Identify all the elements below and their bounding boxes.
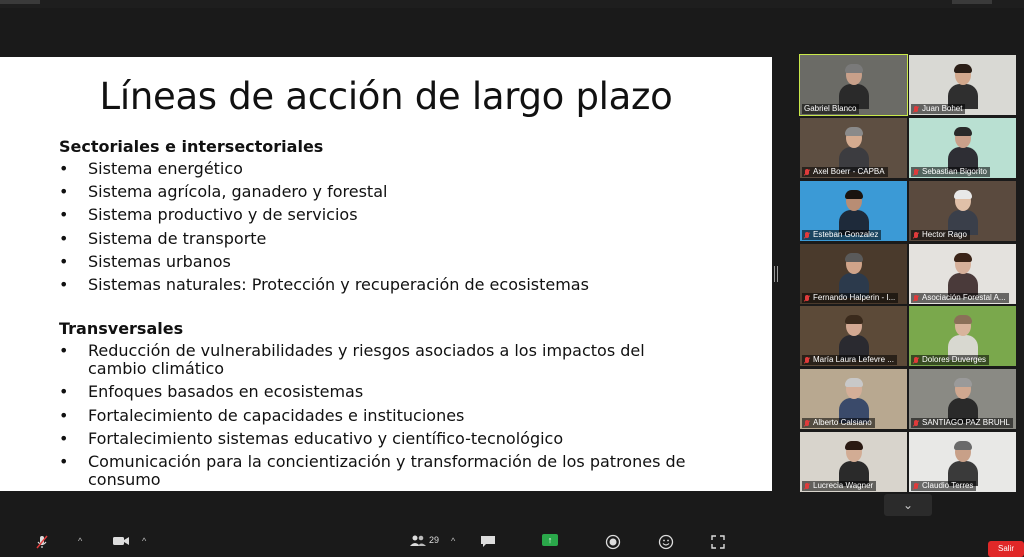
participant-avatar — [839, 254, 869, 298]
mic-muted-icon — [913, 483, 919, 490]
participant-avatar — [839, 379, 869, 423]
participant-name-label — [802, 230, 881, 240]
participant-name: Lucrecia Wagner — [813, 481, 874, 490]
participants-icon — [410, 534, 426, 548]
meeting-toolbar — [0, 526, 1024, 557]
mic-muted-icon — [913, 357, 919, 364]
mic-muted-icon — [804, 295, 810, 302]
participant-tile[interactable] — [800, 244, 907, 304]
participant-avatar — [948, 316, 978, 360]
record-icon — [605, 534, 621, 550]
participant-name-label — [802, 167, 888, 177]
participant-name: SANTIAGO PAZ BRUHL — [922, 418, 1010, 427]
participant-tile[interactable] — [800, 118, 907, 178]
participant-tile[interactable] — [800, 432, 907, 492]
participant-name-label — [802, 418, 875, 428]
list-item: • Reducción de vulnerabilidades y riesgos asociados a los impactos del cambio climático — [59, 342, 699, 378]
chevron-down-icon: ⌄ — [902, 498, 914, 512]
participant-avatar — [948, 379, 978, 423]
participant-name-label — [911, 481, 976, 491]
apps-button[interactable] — [710, 534, 726, 554]
participant-tile[interactable] — [909, 369, 1016, 429]
participant-name-label — [802, 104, 859, 114]
participant-name-label — [802, 293, 898, 303]
participant-name-label — [911, 230, 970, 240]
participant-avatar — [839, 316, 869, 360]
participant-avatar — [839, 191, 869, 235]
participant-tile[interactable] — [800, 181, 907, 241]
video-options-caret[interactable]: ^ — [142, 536, 147, 546]
participant-avatar — [839, 65, 869, 109]
list-item: • Sistemas naturales: Protección y recuperación de ecosistemas — [59, 276, 759, 294]
section-heading: Transversales — [59, 319, 184, 339]
shared-screen-slide — [0, 57, 772, 491]
participant-name: Asociación Forestal A... — [922, 293, 1006, 302]
video-icon — [112, 534, 130, 548]
mic-muted-icon — [804, 169, 810, 176]
mic-muted-icon — [804, 232, 810, 239]
mic-muted-icon — [913, 232, 919, 239]
chat-icon — [480, 534, 496, 548]
video-button[interactable] — [112, 534, 130, 554]
participant-avatar — [948, 128, 978, 172]
participant-tile[interactable] — [800, 369, 907, 429]
participant-name-label — [911, 293, 1009, 303]
mic-muted-icon — [913, 295, 919, 302]
top-right-handle — [952, 0, 992, 4]
list-item: • Comunicación para la concientización y transformación de los patrones de consumo — [59, 453, 759, 489]
chat-button[interactable] — [480, 534, 496, 554]
participant-name-label — [911, 167, 990, 177]
participant-name: María Laura Lefevre ... — [813, 355, 894, 364]
participant-name-label — [911, 355, 989, 365]
participant-name-label — [911, 418, 1013, 428]
section-gap — [59, 299, 759, 319]
participant-name: Dolores Duverges — [922, 355, 987, 364]
participant-name: Sebastian Bigorito — [922, 167, 987, 176]
participant-avatar — [839, 442, 869, 486]
top-bar — [0, 0, 1024, 8]
participant-name: Axel Boerr - CAPBA — [813, 167, 885, 176]
list-item: • Fortalecimiento sistemas educativo y científico-tecnológico — [59, 430, 759, 448]
top-left-handle — [0, 0, 40, 4]
participant-name: Claudio Terres — [922, 481, 974, 490]
reactions-button[interactable] — [658, 534, 674, 554]
mic-muted-icon — [913, 420, 919, 427]
participants-button[interactable] — [410, 534, 426, 554]
slide-title: Líneas de acción de largo plazo — [99, 75, 673, 118]
list-item: • Sistema agrícola, ganadero y forestal — [59, 183, 759, 201]
participant-tile[interactable] — [909, 55, 1016, 115]
participant-name: Alberto Calsiano — [813, 418, 872, 427]
section-sectoriales — [59, 137, 759, 294]
mic-muted-icon — [34, 534, 50, 550]
mute-options-caret[interactable]: ^ — [78, 536, 83, 546]
section-heading: Sectoriales e intersectoriales — [59, 137, 324, 156]
list-item: • Fortalecimiento de capacidades e instituciones — [59, 407, 759, 425]
participant-avatar — [948, 191, 978, 235]
mic-muted-icon — [804, 357, 810, 364]
participant-tile[interactable] — [909, 181, 1016, 241]
participant-avatar — [948, 442, 978, 486]
list-item: • Sistemas urbanos — [59, 253, 759, 271]
split-resize-handle[interactable] — [774, 266, 778, 282]
bullet-list — [59, 160, 759, 294]
leave-meeting-button[interactable]: Salir — [988, 541, 1024, 557]
mic-muted-icon — [804, 420, 810, 427]
participant-tile[interactable] — [800, 306, 907, 366]
participant-name: Gabriel Blanco — [804, 104, 857, 113]
record-button[interactable] — [605, 534, 621, 554]
participant-name-label — [802, 355, 897, 365]
gallery-next-button[interactable] — [884, 494, 932, 516]
participant-name: Fernando Halperin - I... — [813, 293, 896, 302]
list-item: • Sistema productivo y de servicios — [59, 206, 759, 224]
mic-muted-icon — [804, 483, 810, 490]
participant-name-label — [911, 104, 965, 114]
participant-tile[interactable] — [909, 118, 1016, 178]
participants-options-caret[interactable]: ^ — [451, 536, 456, 546]
participant-tile[interactable] — [909, 306, 1016, 366]
participant-avatar — [839, 128, 869, 172]
share-screen-button[interactable] — [542, 534, 558, 554]
participants-count: 29 — [429, 535, 440, 545]
participant-name: Juan Bohet — [922, 104, 963, 113]
participant-name-label — [802, 481, 876, 491]
reactions-icon — [658, 534, 674, 550]
participant-tile[interactable] — [909, 244, 1016, 304]
mic-muted-icon — [913, 169, 919, 176]
apps-icon — [710, 534, 726, 550]
participant-avatar — [948, 254, 978, 298]
participant-avatar — [948, 65, 978, 109]
slide-body — [59, 137, 759, 491]
participant-name: Esteban Gonzalez — [813, 230, 879, 239]
share-screen-icon: ↑ — [542, 534, 558, 546]
section-transversales — [59, 319, 759, 489]
list-item: • Sistema de transporte — [59, 230, 759, 248]
participant-tile[interactable] — [909, 432, 1016, 492]
list-item: • Enfoques basados en ecosistemas — [59, 383, 759, 401]
mic-muted-icon — [913, 106, 919, 113]
list-item: • Sistema energético — [59, 160, 759, 178]
participant-name: Hector Rago — [922, 230, 967, 239]
participant-tile[interactable] — [800, 55, 907, 115]
bullet-list — [59, 342, 759, 489]
mute-button[interactable] — [34, 534, 50, 554]
